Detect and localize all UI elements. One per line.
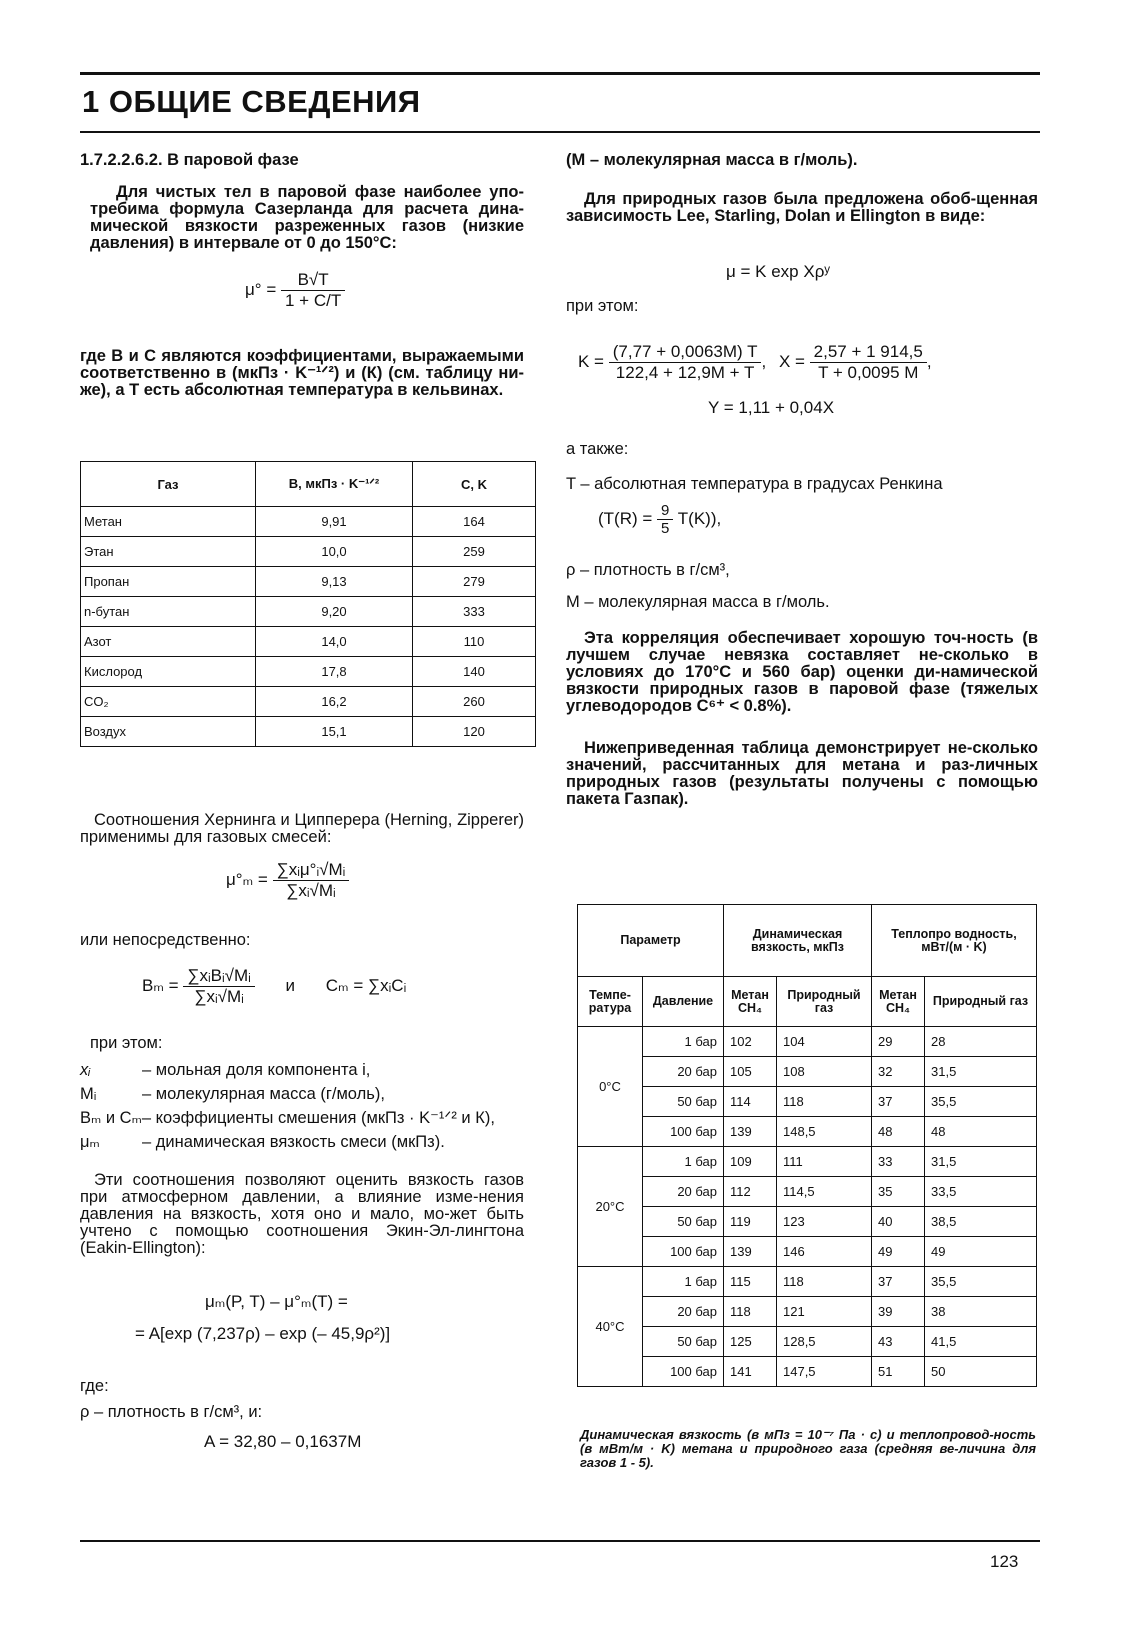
- table-cell: 1 бар: [643, 1267, 724, 1297]
- footer-rule: [80, 1540, 1040, 1542]
- table-cell: 105: [724, 1057, 777, 1087]
- table-row: [81, 657, 536, 687]
- table-row: [578, 1057, 1037, 1087]
- text-line: M – молекулярная масса в г/моль.: [566, 593, 830, 611]
- table-cell: 35,5: [925, 1267, 1037, 1297]
- eakin-formula-line2: = A[exp (7,237ρ) – exp (– 45,9ρ²)]: [135, 1324, 391, 1343]
- formula-and: и: [285, 975, 296, 995]
- rankine-formula: (T(R) = $\frac{9}{5}$ T(K)),: [598, 502, 722, 537]
- column-header: Параметр: [578, 905, 724, 977]
- table-cell: 109: [724, 1147, 777, 1177]
- page-number: 123: [990, 1552, 1019, 1571]
- table-row: [81, 627, 536, 657]
- table-cell: 39: [872, 1297, 925, 1327]
- table-cell: 29: [872, 1027, 925, 1057]
- table-cell: 9,91: [256, 507, 413, 537]
- Y-formula: Y = 1,11 + 0,04X: [708, 398, 835, 417]
- paragraph: Эти соотношения позволяют оценить вязкость газов при атмосферном давлении, а влияние изме-нения давления на вязкость, хотя оно и мало, мо-жет быть учтено с помощью соотношения Экин-Эл-лингтона (Eakin-Ellington):: [80, 1171, 524, 1257]
- table-cell: 9,13: [256, 567, 413, 597]
- table-row: [578, 1117, 1037, 1147]
- formula-denominator: ∑xᵢ√Mᵢ: [286, 881, 336, 900]
- table-row: [578, 1087, 1037, 1117]
- table-row: [81, 687, 536, 717]
- table-cell: 147,5: [777, 1357, 872, 1387]
- paragraph: где В и С являются коэффициентами, выражаемыми соответственно в (мкПз · K⁻¹ᐟ²) и (К) (см. таблицу ни-же), а Т есть абсолютная температура в кельвинах.: [80, 347, 524, 399]
- column-header: C, K: [413, 462, 536, 507]
- formula-lhs: μ° =: [245, 279, 277, 299]
- table-row: [578, 1237, 1037, 1267]
- table-cell: 17,8: [256, 657, 413, 687]
- formula-lhs: μ°ₘ =: [226, 869, 268, 889]
- A-formula: A = 32,80 – 0,1637M: [204, 1432, 362, 1451]
- table-cell: 260: [413, 687, 536, 717]
- table-cell: 148,5: [777, 1117, 872, 1147]
- table-cell: 40: [872, 1207, 925, 1237]
- table-cell: Пропан: [81, 567, 256, 597]
- column-header: B, мкПз · K⁻¹ᐟ²: [256, 462, 413, 507]
- table-row: [578, 1027, 1037, 1057]
- table-cell: 49: [872, 1237, 925, 1267]
- table-cell: 31,5: [925, 1057, 1037, 1087]
- table-cell: 139: [724, 1117, 777, 1147]
- table-cell: 49: [925, 1237, 1037, 1267]
- text-line: ρ – плотность в г/см³, и:: [80, 1403, 263, 1421]
- table-cell: 16,2: [256, 687, 413, 717]
- table-cell: 31,5: [925, 1147, 1037, 1177]
- table-row: [578, 1267, 1037, 1297]
- table-cell: Воздух: [81, 717, 256, 747]
- text-line: а также:: [566, 440, 629, 458]
- formula-lhs: Bₘ =: [142, 975, 179, 995]
- herning-formula: [226, 860, 349, 901]
- table-cell: 112: [724, 1177, 777, 1207]
- formula-fraction: $\frac{(7,77 + 0,0063M) T}{122,4 + 12,9M + T}$: [609, 342, 762, 383]
- table-cell: 32: [872, 1057, 925, 1087]
- header-rule: [80, 72, 1040, 75]
- table-cell: 9,20: [256, 597, 413, 627]
- table-cell: 20 бар: [643, 1177, 724, 1207]
- table-cell: 333: [413, 597, 536, 627]
- table-cell: 120: [413, 717, 536, 747]
- lee-formula: μ = K exp Xρʸ: [726, 262, 830, 281]
- table-row: [81, 507, 536, 537]
- table-row: [81, 717, 536, 747]
- table-cell: 114: [724, 1087, 777, 1117]
- table-cell: 102: [724, 1027, 777, 1057]
- table-cell: 28: [925, 1027, 1037, 1057]
- table-cell: 14,0: [256, 627, 413, 657]
- formula-fraction: [273, 860, 350, 901]
- table-cell: 48: [872, 1117, 925, 1147]
- table-cell: Азот: [81, 627, 256, 657]
- table-cell: 100 бар: [643, 1117, 724, 1147]
- table-cell: 51: [872, 1357, 925, 1387]
- table-cell: 118: [777, 1267, 872, 1297]
- formula-rhs: Cₘ = ∑xᵢCᵢ: [325, 975, 407, 995]
- paragraph: Соотношения Хернинга и Ципперера (Herning, Zipperer) применимы для газовых смесей:: [80, 811, 524, 846]
- table-cell: 100 бар: [643, 1237, 724, 1267]
- table-cell: 50 бар: [643, 1327, 724, 1357]
- temperature-cell: 0°C: [578, 1027, 643, 1147]
- table-cell: 35: [872, 1177, 925, 1207]
- formula-numerator: ∑xᵢμ°ᵢ√Mᵢ: [273, 860, 350, 881]
- table-cell: 15,1: [256, 717, 413, 747]
- eakin-formula-line1: μₘ(P, T) – μ°ₘ(T) =: [205, 1292, 348, 1311]
- table-cell: 43: [872, 1327, 925, 1357]
- text-line: ρ – плотность в г/см³,: [566, 561, 730, 579]
- column-header: Природный газ: [777, 977, 872, 1027]
- viscosity-conductivity-table: [577, 904, 1037, 1387]
- header-rule-lower: [80, 131, 1040, 133]
- table-row: [578, 1177, 1037, 1207]
- table-cell: 33: [872, 1147, 925, 1177]
- column-header: Динамическая вязкость, мкПз: [724, 905, 872, 977]
- column-header: Газ: [81, 462, 256, 507]
- table-cell: 164: [413, 507, 536, 537]
- column-header: Метан CH₄: [724, 977, 777, 1027]
- text-line: или непосредственно:: [80, 931, 251, 949]
- table-header-row: [81, 462, 536, 507]
- table-row: [81, 597, 536, 627]
- table-cell: 1 бар: [643, 1147, 724, 1177]
- table-cell: 38,5: [925, 1207, 1037, 1237]
- table-cell: 104: [777, 1027, 872, 1057]
- paragraph: Эта корреляция обеспечивает хорошую точ-ность (в лучшем случае невязка составляет не-сколько в условиях до 170°C и 560 бар) оценки ди-намической вязкости природных газов в паровой фазе (тяжелых углеводородов C⁶⁺ < 0.8%).: [566, 629, 1038, 715]
- temperature-cell: 40°C: [578, 1267, 643, 1387]
- formula-fraction: [281, 270, 345, 311]
- chapter-title: 1 ОБЩИЕ СВЕДЕНИЯ: [82, 84, 421, 119]
- table-cell: n-бутан: [81, 597, 256, 627]
- table-cell: CO₂: [81, 687, 256, 717]
- sutherland-formula: [245, 270, 345, 311]
- formula-denominator: ∑xᵢ√Mᵢ: [194, 987, 244, 1006]
- table-cell: 128,5: [777, 1327, 872, 1357]
- table-cell: 100 бар: [643, 1357, 724, 1387]
- table-cell: 110: [413, 627, 536, 657]
- formula-fraction: $\frac{2,57 + 1 914,5}{T + 0,0095 M}$: [810, 342, 927, 383]
- gas-coefficients-table: [80, 461, 536, 747]
- section-heading: 1.7.2.2.6.2. В паровой фазе: [80, 151, 299, 169]
- table-cell: 115: [724, 1267, 777, 1297]
- column-header: Теплопро водность, мВт/(м · K): [872, 905, 1037, 977]
- column-header: Метан CH₄: [872, 977, 925, 1027]
- formula-numerator: B√T: [281, 270, 345, 291]
- text-line: где:: [80, 1377, 109, 1395]
- table-row: [578, 1147, 1037, 1177]
- paragraph: Нижеприведенная таблица демонстрирует не-сколько значений, рассчитанных для метана и раз-личных природных газов (результаты получены с помощью пакета Газпак).: [566, 739, 1038, 808]
- table-cell: 50 бар: [643, 1207, 724, 1237]
- table-cell: 111: [777, 1147, 872, 1177]
- formula-denominator: 1 + C/T: [284, 291, 342, 310]
- definitions-list: [80, 1062, 530, 1158]
- column-header: Давление: [643, 977, 724, 1027]
- table-cell: 50 бар: [643, 1087, 724, 1117]
- text-line: при этом:: [566, 297, 639, 315]
- formula-numerator: ∑xᵢBᵢ√Mᵢ: [183, 966, 254, 987]
- table-row: [81, 567, 536, 597]
- table-cell: 20 бар: [643, 1057, 724, 1087]
- definition-row: xᵢ – мольная доля компонента i,: [80, 1061, 371, 1079]
- table-cell: Этан: [81, 537, 256, 567]
- table-cell: 37: [872, 1087, 925, 1117]
- definition-row: Mᵢ – молекулярная масса (г/моль),: [80, 1085, 385, 1103]
- table-row: [578, 1357, 1037, 1387]
- table-row: [578, 1297, 1037, 1327]
- paragraph: Для природных газов была предложена обоб-щенная зависимость Lee, Starling, Dolan и Ellington в виде:: [566, 190, 1038, 225]
- table-cell: 123: [777, 1207, 872, 1237]
- definition-row: μₘ – динамическая вязкость смеси (мкПз).: [80, 1133, 445, 1151]
- table-cell: 35,5: [925, 1087, 1037, 1117]
- table-cell: Кислород: [81, 657, 256, 687]
- table-cell: 38: [925, 1297, 1037, 1327]
- text-line: T – абсолютная температура в градусах Ренкина: [566, 475, 943, 493]
- text-line: (M – молекулярная масса в г/моль).: [566, 151, 858, 169]
- table-row: [81, 537, 536, 567]
- table-header-row: [578, 905, 1037, 977]
- table-cell: 146: [777, 1237, 872, 1267]
- paragraph: Для чистых тел в паровой фазе наиболее упо-требима формула Сазерланда для расчета дина-мической вязкости разреженных газов (низкие давления) в интервале от 0 до 150°С:: [90, 183, 524, 252]
- table-cell: 141: [724, 1357, 777, 1387]
- table-cell: 140: [413, 657, 536, 687]
- table-cell: 33,5: [925, 1177, 1037, 1207]
- formula-fraction: [183, 966, 254, 1007]
- table-cell: 41,5: [925, 1327, 1037, 1357]
- table-cell: 114,5: [777, 1177, 872, 1207]
- table-cell: 279: [413, 567, 536, 597]
- table-cell: 118: [777, 1087, 872, 1117]
- table-row: [578, 1327, 1037, 1357]
- table-row: [578, 1207, 1037, 1237]
- table-cell: 119: [724, 1207, 777, 1237]
- table-caption: Динамическая вязкость (в мПз = 10⁻⁷ Па · с) и теплопровод-ность (в мВт/м · K) метана и природного газа (средняя ве-личина для газов 1 - 5).: [580, 1427, 1036, 1470]
- table-cell: 20 бар: [643, 1297, 724, 1327]
- table-cell: 139: [724, 1237, 777, 1267]
- table-cell: 121: [777, 1297, 872, 1327]
- definition-row: Bₘ и Cₘ– коэффициенты смешения (мкПз · K⁻¹ᐟ² и К),: [80, 1109, 495, 1127]
- table-header-row: [578, 977, 1037, 1027]
- text-line: при этом:: [90, 1034, 163, 1052]
- table-cell: 10,0: [256, 537, 413, 567]
- table-cell: 125: [724, 1327, 777, 1357]
- table-cell: 118: [724, 1297, 777, 1327]
- table-cell: 1 бар: [643, 1027, 724, 1057]
- mixing-formula: [142, 966, 406, 1007]
- table-cell: 37: [872, 1267, 925, 1297]
- table-cell: 50: [925, 1357, 1037, 1387]
- K-X-formula: K = $\frac{(7,77 + 0,0063M) T}{122,4 + 12,9M + T}$ , X = $\frac{2,57 + 1 914,5}{T + 0,0095 M}$ ,: [578, 342, 932, 382]
- column-header: Темпе-ратура: [578, 977, 643, 1027]
- table-cell: 48: [925, 1117, 1037, 1147]
- table-cell: Метан: [81, 507, 256, 537]
- table-cell: 259: [413, 537, 536, 567]
- column-header: Природный газ: [925, 977, 1037, 1027]
- table-cell: 108: [777, 1057, 872, 1087]
- temperature-cell: 20°C: [578, 1147, 643, 1267]
